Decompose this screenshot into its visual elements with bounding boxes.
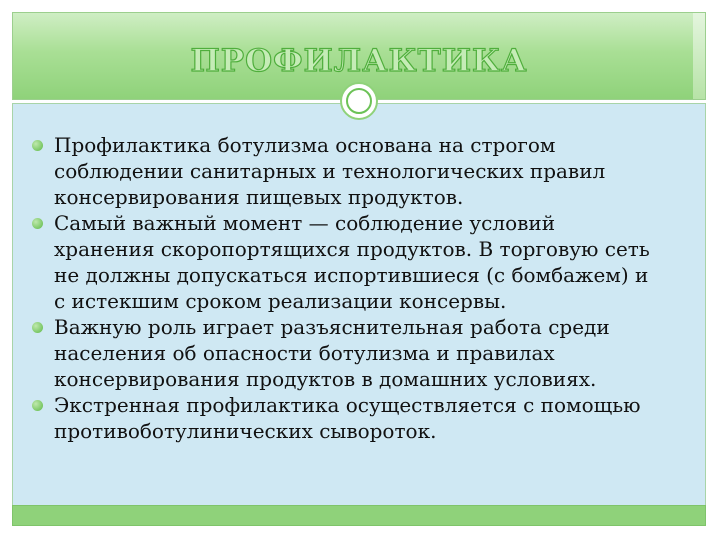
bullet-line: Экстренная профилактика осуществляется с помощью — [54, 393, 641, 417]
bullet-line: не должны допускаться испортившиеся (с бомбажем) и — [54, 263, 649, 287]
bullet-icon — [32, 218, 43, 229]
circle-ornament-icon — [340, 82, 378, 120]
bullet-line: противоботулинических сывороток. — [54, 419, 437, 443]
bullet-line: соблюдении санитарных и технологических правил — [54, 159, 606, 183]
footer-bar — [12, 505, 706, 526]
bullet-line: населения об опасности ботулизма и правилах — [54, 341, 555, 365]
bullet-line: с истекшим сроком реализации консервы. — [54, 289, 507, 313]
slide-title: ПРОФИЛАКТИКА — [190, 43, 528, 79]
bullet-item — [30, 392, 696, 444]
bullet-item — [30, 132, 696, 210]
bullet-line: Важную роль играет разъяснительная работа среди — [54, 315, 610, 339]
bullet-line: консервирования продуктов в домашних условиях. — [54, 367, 597, 391]
bullet-item — [30, 314, 696, 392]
bullet-icon — [32, 400, 43, 411]
bullet-icon — [32, 322, 43, 333]
bullet-line: хранения скоропортящихся продуктов. В торговую сеть — [54, 237, 650, 261]
bullet-icon — [32, 140, 43, 151]
bullet-item — [30, 210, 696, 314]
bullet-line: Самый важный момент — соблюдение условий — [54, 211, 556, 235]
bullet-list — [30, 132, 696, 444]
bullet-line: Профилактика ботулизма основана на строгом — [54, 133, 556, 157]
bullet-line: консервирования пищевых продуктов. — [54, 185, 464, 209]
